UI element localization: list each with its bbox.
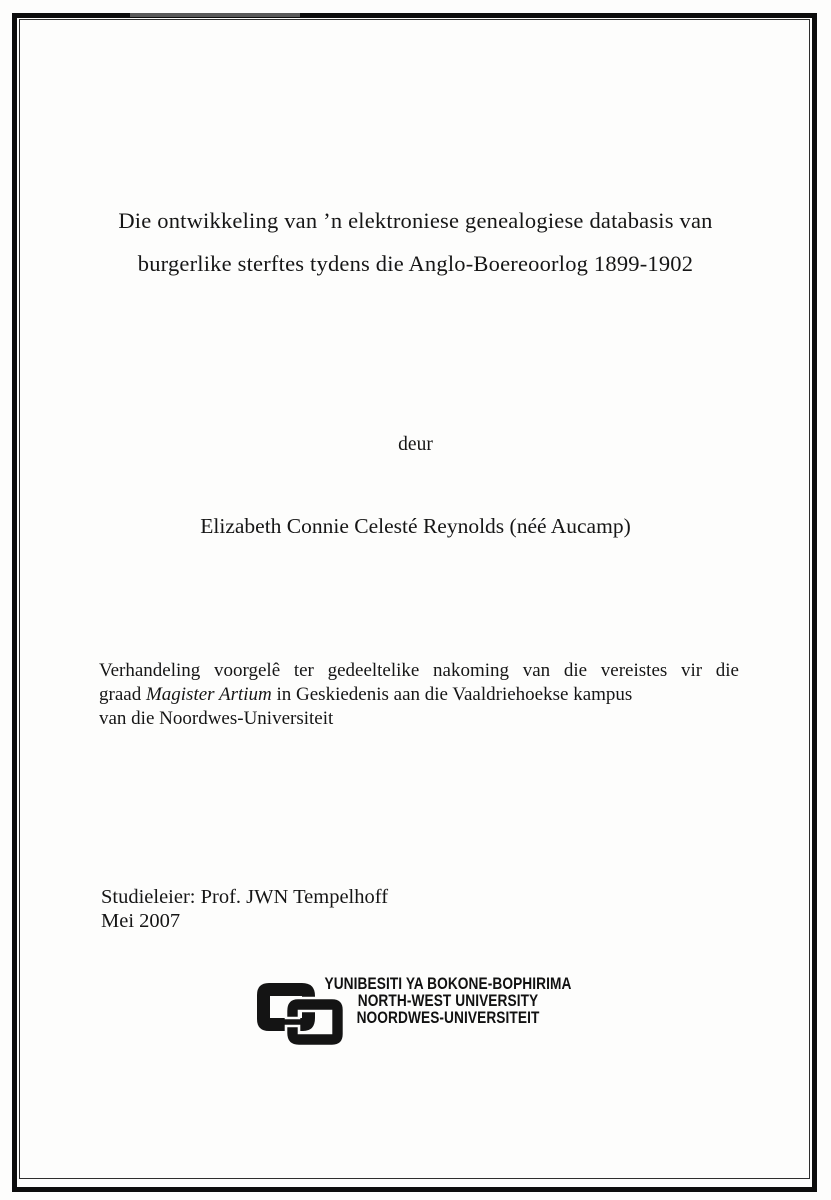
author-name: Elizabeth Connie Celesté Reynolds (néé Aucamp) <box>200 514 631 538</box>
logo-text-setswana: YUNIBESITI YA BOKONE-BOPHIRIMA <box>324 975 572 993</box>
scan-artifact <box>130 13 300 17</box>
date-line: Mei 2007 <box>101 910 181 932</box>
university-logo-wordmark <box>321 976 575 1027</box>
supervisor-line: Studieleier: Prof. JWN Tempelhoff <box>101 886 389 908</box>
degree-statement-line2-pre: graad <box>99 683 146 705</box>
byline-label: deur <box>398 434 433 455</box>
degree-name: Magister Artium <box>145 683 272 705</box>
degree-statement-line1: Verhandeling voorgelê ter gedeeltelike nakoming van die vereistes vir die <box>99 660 739 681</box>
logo-text-afrikaans: NOORDWES-UNIVERSITEIT <box>356 1008 540 1027</box>
thesis-title <box>60 199 771 285</box>
degree-statement-line3: van die Noordwes-Universiteit <box>99 707 334 729</box>
degree-statement-line2-post: in Geskiedenis aan die Vaaldriehoekse kampus <box>271 683 633 705</box>
degree-statement <box>99 659 739 730</box>
thesis-title-line2: burgerlike sterftes tydens die Anglo-Boereoorlog 1899-1902 <box>137 251 694 276</box>
thesis-title-line1: Die ontwikkeling van ’n elektroniese genealogiese databasis van <box>118 208 713 233</box>
degree-statement-line2 <box>99 683 739 707</box>
logo-text-english: NORTH-WEST UNIVERSITY <box>357 991 539 1010</box>
